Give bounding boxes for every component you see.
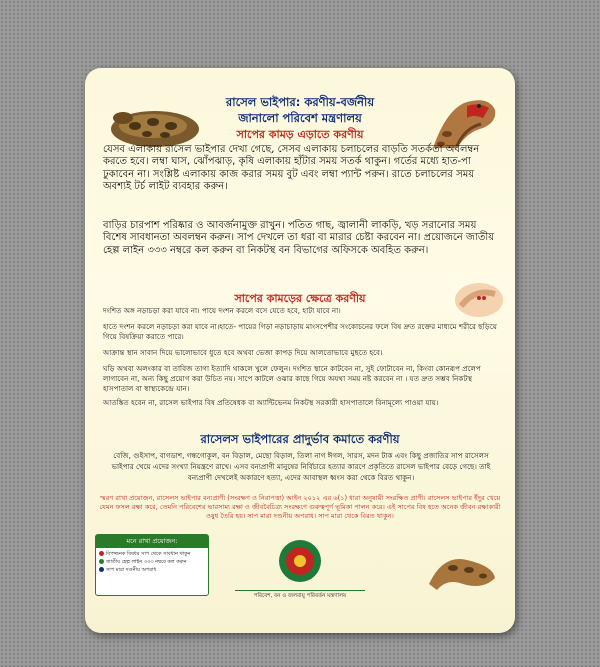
snakebite-hand-illustration bbox=[453, 276, 505, 318]
section1-heading: সাপের কামড় এড়াতে করণীয় bbox=[236, 128, 364, 141]
reminder-item: জাতীয় হেল্প লাইন ৩৩৩ নম্বরে কল করুন bbox=[99, 558, 205, 566]
reminder-title: মনে রাখা প্রয়োজন: bbox=[96, 535, 208, 548]
reminder-item: সাপ মারা দণ্ডনীয় অপরাধ bbox=[99, 566, 205, 574]
ministry-name: পরিবেশ, বন ও জলবায়ু পরিবর্তন মন্ত্রণালয় bbox=[253, 593, 347, 599]
reminder-list bbox=[96, 548, 208, 576]
section1-paragraph1: যেসব এলাকায় রাসেল ভাইপার দেখা গেছে, সেসব এলাকায় চলাচলের বাড়তি সতর্কতা অবলম্বন করতে হবে। লম্বা ঘাস, ঝোঁপঝাড়, কৃষি এলাকায় হাঁটার সময় সতর্ক থাকুন। গর্তের মধ্যে হাত-পা ঢুকাবেন না। সংশ্লিষ্ট এলাকায় কাজ করার সময় বুট এবং লম্বা প্যান্ট পরুন। রাতে চলাচলের সময় অবশ্যই টর্চ লাইট ব্যবহার করুন। bbox=[103, 144, 480, 193]
divider bbox=[235, 590, 365, 591]
section1-paragraph2: বাড়ির চারপাশ পরিষ্কার ও আবর্জনামুক্ত রাখুন। পতিত গাছ, জ্বালানী লাকড়ি, খড় সরানোর সময় বিশেষ সাবধানতা অবলম্বন করুন। সাপ দেখলে তা ধরা বা মারার চেষ্টা করবেন না। প্রয়োজনে জাতীয় হেল্প লাইন ৩৩৩ নম্বরে কল করুন বা নিকটস্থ বন বিভাগের অফিসকে অবহিত করুন। bbox=[103, 220, 495, 256]
bite-instruction: আক্রান্ত স্থান সাবান দিয়ে ভালোভাবে ধুতে হবে অথবা ভেজা কাপড় দিয়ে আলতোভাবে মুছতে হবে। bbox=[103, 348, 383, 357]
russell-viper-bottom-image bbox=[423, 544, 503, 594]
bite-instruction: হাতে দংশন করলে নড়াচড়া করা যাবে না।হাতে- পায়ের গিড়া নড়াচাড়ায় মাংসপেশীর সংকোচনের ফলে বিষ দ্রুত রক্তের মাধ্যমে শরীরে ছড়িয়ে গিয়ে বিষক্রিয়া করাতে পারে। bbox=[103, 322, 497, 342]
poster-title-line2: জানালো পরিবেশ মন্ত্রণালয় bbox=[238, 111, 362, 125]
bite-instruction: দংশিত অঙ্গ নড়াচড়া করা যাবে না। পায়ে দংশন করলে বসে যেতে হবে, হাটা যাবে না। bbox=[103, 306, 341, 315]
section2-heading: সাপের কামড়ের ক্ষেত্রে করণীয় bbox=[234, 292, 366, 305]
reminder-box bbox=[95, 534, 209, 596]
section3-text: বেজি, গুইসাপ, বাগডাশ, গন্ধগোকুল, বন বিড়াল, মেছো বিড়াল, তিলা নাগ ঈগল, সারস, মদন টাক এবং কিছু প্রজাতির সাপ রাসেলস ভাইপার খেয়ে এদের সংখ্যা নিয়ন্ত্রণে রাখে। এসব বন্যপ্রাণী মানুষের নির্বিচারে হত্যার কারণে প্রকৃতিতে রাসেল ভাইপার বেড়ে গেছে। তাই বন্যপ্রাণী দেখলেই অকারণে হত্যা, এদের আবাস্থল ধ্বংস করা থেকে বিরত থাকুন। bbox=[111, 451, 491, 482]
poster-title-line1: রাসেল ভাইপার: করণীয়-বর্জনীয় bbox=[225, 95, 375, 109]
government-emblem-icon bbox=[277, 538, 323, 584]
bite-instruction: ঘড়ি অথবা অলংকার বা তাবিজ তাগা ইত্যাদি থাকলে খুলে ফেলুন। দংশিত স্থানে কাটবেন না, সুই ফোটাবেন না, কিংবা কোনরূপ প্রলেপ লাগাবেন না, অন্য কিছু প্রয়োগ করা উচিত নয়। সাপে কাটলে ওঝার কাছে গিয়ে অযথা সময় নষ্ট করবেন না । যত দ্রুত সম্ভব নিকটস্থ হাসপাতাল বা স্বাস্থ্যকেন্দ্রে যান। bbox=[103, 364, 481, 394]
awareness-poster bbox=[85, 68, 515, 633]
reminder-item: বিপজ্জনক বিষধর সাপ থেকে সাবধান থাকুন bbox=[99, 550, 205, 558]
legal-note: স্মরণ রাখা প্রয়োজন, রাসেলস ভাইপার বন্যপ্রাণী (সংরক্ষণ ও নিরাপত্তা) আইন ২০১২ এর ৬(১) ধারা অনুযায়ী সংরক্ষিত প্রাণী। রাসেলস ভাইপার ইঁদুর খেয়ে যেমন ফসল রক্ষা করে, তেমনি পরিবেশের ভারসাম্য রক্ষা ও জীববৈচিত্র্য সংরক্ষণে গুরুত্বপূর্ণ ভূমিকা পালন করে। এই সাপের বিষ হতে অনেক জীবন রক্ষাকারী ওষুধ তৈরি হয়। সাপ মারা দণ্ডনীয় অপরাধ। সাপ মারা থেকে বিরত থাকুন। bbox=[99, 494, 501, 520]
section3-heading: রাসেলস ভাইপারের প্রাদুর্ভাব কমাতে করণীয় bbox=[200, 432, 400, 446]
bite-instruction: আতঙ্কিত হবেন না, রাসেল ভাইপার বিষ প্রতিষেধক বা অ্যান্টিভেনম নিকটস্থ সরকারী হাসপাতালে বিনামূল্যে পাওয়া যায়। bbox=[103, 398, 439, 407]
